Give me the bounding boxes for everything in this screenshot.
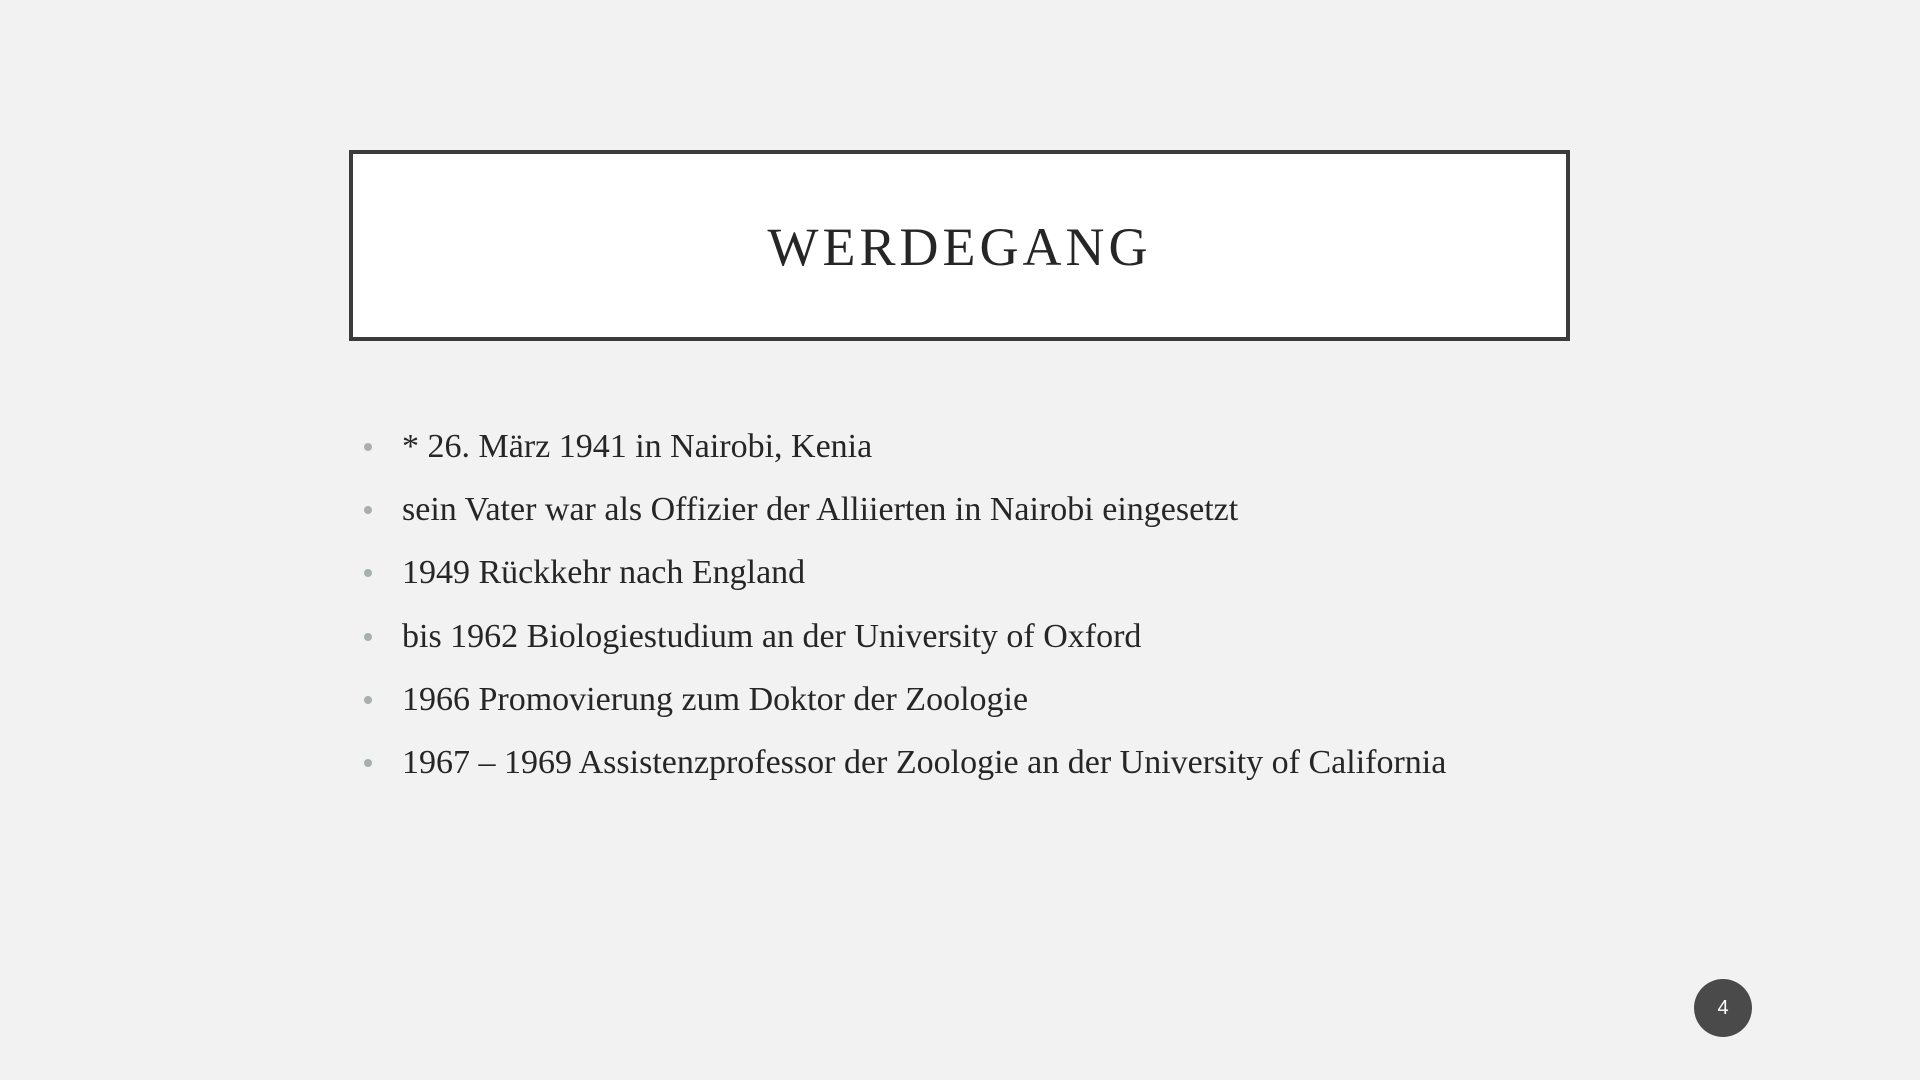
bullet-icon [364,633,372,641]
list-item [364,605,1564,668]
bullet-icon [364,443,372,451]
bullet-text: 1967 – 1969 Assistenzprofessor der Zoologie an der University of California [402,744,1447,782]
bullet-icon [364,696,372,704]
bullet-icon [364,506,372,514]
bullet-text: 1949 Rückkehr nach England [402,554,806,592]
bullet-text: * 26. März 1941 in Nairobi, Kenia [402,427,873,465]
title-box [349,150,1570,341]
bullet-text: sein Vater war als Offizier der Alliierten in Nairobi eingesetzt [402,490,1239,528]
list-item [364,668,1564,731]
bullet-list [364,415,1564,795]
bullet-icon [364,759,372,767]
bullet-text: 1966 Promovierung zum Doktor der Zoologie [402,680,1029,718]
slide-title: WERDEGANG [767,216,1152,277]
bullet-icon [364,569,372,577]
list-item [364,478,1564,541]
list-item [364,542,1564,605]
list-item [364,731,1564,794]
page-number-badge: 4 [1694,979,1752,1037]
bullet-text: bis 1962 Biologiestudium an der University of Oxford [402,617,1142,655]
list-item [364,415,1564,478]
